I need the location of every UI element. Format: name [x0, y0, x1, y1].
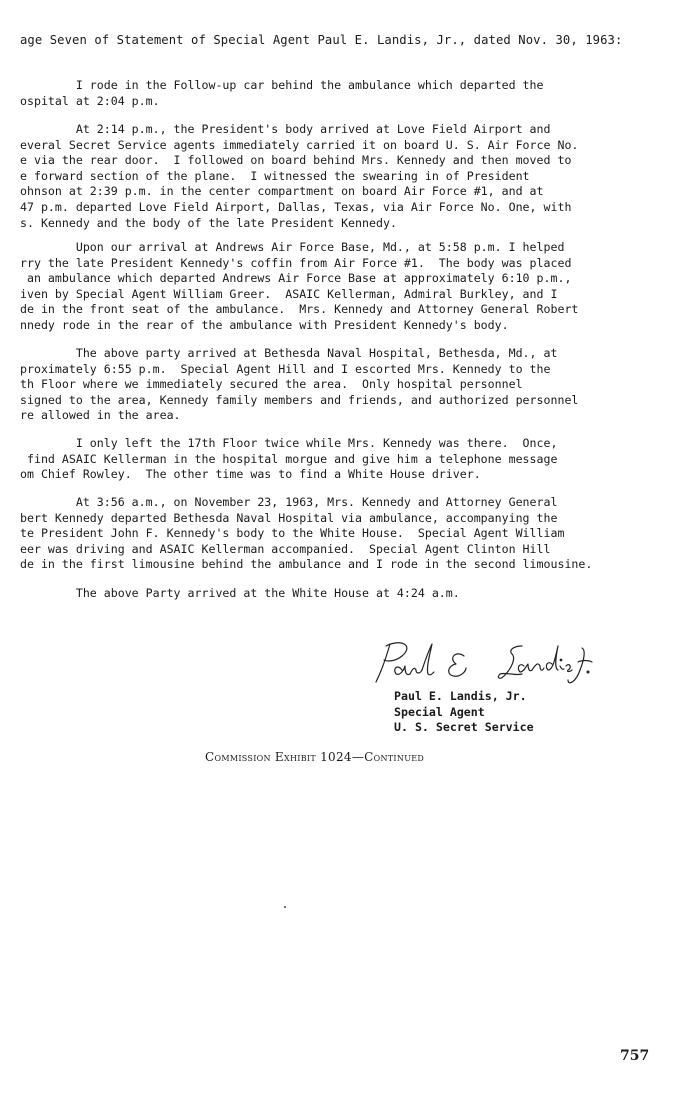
signer-name: Paul E. Landis, Jr. [394, 689, 527, 703]
signer-title: Special Agent [394, 705, 485, 719]
page-header: age Seven of Statement of Special Agent Paul E. Landis, Jr., dated Nov. 30, 1963: [20, 33, 623, 47]
body-line: Upon our arrival at Andrews Air Force Base, Md., at 5:58 p.m. I helped [20, 240, 565, 254]
body-line: At 3:56 a.m., on November 23, 1963, Mrs. Kennedy and Attorney General [20, 495, 558, 509]
body-line: de in the front seat of the ambulance. Mrs. Kennedy and Attorney General Robert [20, 302, 579, 317]
body-line: The above party arrived at Bethesda Naval Hospital, Bethesda, Md., at [20, 346, 558, 360]
exhibit-caption: Commission Exhibit 1024—Continued [205, 750, 425, 764]
body-line: re allowed in the area. [20, 408, 181, 423]
body-line: bert Kennedy departed Bethesda Naval Hospital via ambulance, accompanying the [20, 510, 558, 525]
scan-speck [284, 906, 286, 908]
body-line: The above Party arrived at the White House at 4:24 a.m. [20, 586, 460, 600]
body-line: ohnson at 2:39 p.m. in the center compartment on board Air Force #1, and at [20, 184, 544, 199]
body-line: rry the late President Kennedy's coffin from Air Force #1. The body was placed [20, 255, 572, 270]
body-line: signed to the area, Kennedy family members and friends, and authorized personnel [20, 392, 579, 407]
body-line: everal Secret Service agents immediately carried it on board U. S. Air Force No. [20, 137, 579, 152]
body-line: 47 p.m. departed Love Field Airport, Dallas, Texas, via Air Force No. One, with [20, 200, 572, 214]
body-line: de in the first limousine behind the ambulance and I rode in the second limousine. [20, 557, 593, 572]
body-line: th Floor where we immediately secured the area. Only hospital personnel [20, 377, 523, 392]
body-line: I only left the 17th Floor twice while Mrs. Kennedy was there. Once, [20, 436, 558, 450]
body-line: I rode in the Follow-up car behind the ambulance which departed the [20, 78, 544, 92]
body-line: find ASAIC Kellerman in the hospital morgue and give him a telephone message [20, 451, 558, 466]
body-line: ospital at 2:04 p.m. [20, 93, 160, 108]
body-line: eer was driving and ASAIC Kellerman accompanied. Special Agent Clinton Hill [20, 541, 551, 556]
body-line: e forward section of the plane. I witnessed the swearing in of President [20, 168, 530, 183]
handwritten-signature [372, 636, 602, 690]
body-line: e via the rear door. I followed on board behind Mrs. Kennedy and then moved to [20, 153, 572, 168]
signer-agency: U. S. Secret Service [394, 720, 534, 734]
body-line: s. Kennedy and the body of the late President Kennedy. [20, 215, 397, 230]
body-line: an ambulance which departed Andrews Air Force Base at approximately 6:10 p.m., [20, 271, 572, 286]
body-line: proximately 6:55 p.m. Special Agent Hill and I escorted Mrs. Kennedy to the [20, 361, 551, 376]
body-line: At 2:14 p.m., the President's body arrived at Love Field Airport and [20, 122, 551, 136]
body-line: iven by Special Agent William Greer. ASAIC Kellerman, Admiral Burkley, and I [20, 286, 558, 301]
page-number: 757 [620, 1048, 650, 1064]
body-line: nnedy rode in the rear of the ambulance with President Kennedy's body. [20, 318, 509, 332]
body-line: te President John F. Kennedy's body to the White House. Special Agent William [20, 526, 565, 541]
body-line: om Chief Rowley. The other time was to find a White House driver. [20, 467, 481, 482]
